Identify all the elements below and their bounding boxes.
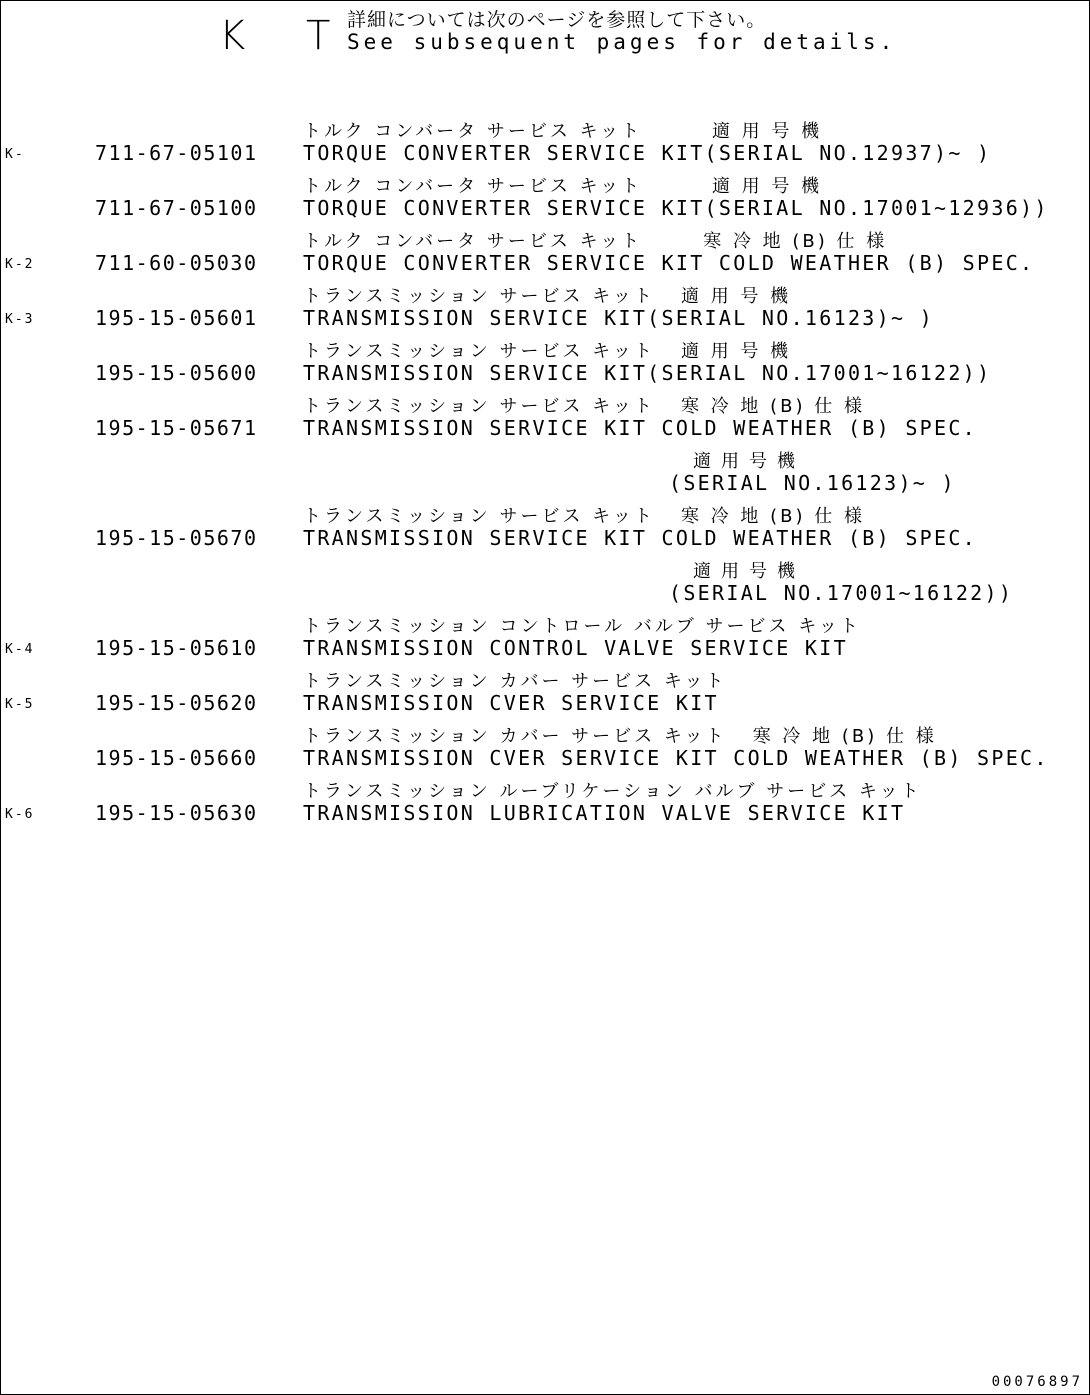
item-part-number[interactable]: 195-15-05660 <box>95 746 258 770</box>
item-ref: K-6 <box>5 807 35 822</box>
item-name-en: TRANSMISSION SERVICE KIT COLD WEATHER (B) SPEC. <box>303 526 978 550</box>
item-ref: K-4 <box>5 642 35 657</box>
note-english: See subsequent pages for details. <box>347 30 897 54</box>
item-serial-jp: 適用号機 <box>693 451 805 472</box>
item-part-number[interactable]: 711-67-05100 <box>95 196 258 220</box>
item-ref: K-3 <box>5 312 35 327</box>
item-part-number[interactable]: 195-15-05620 <box>95 691 258 715</box>
item-serial-jp: 適用号機 <box>693 561 805 582</box>
item-name-en: TRANSMISSION SERVICE KIT(SERIAL NO.16123)~ ) <box>303 306 935 330</box>
item-name-en: TORQUE CONVERTER SERVICE KIT(SERIAL NO.12937)~ ) <box>303 141 992 165</box>
item-name-en: TORQUE CONVERTER SERVICE KIT COLD WEATHER (B) SPEC. <box>303 251 1035 275</box>
section-code: K T <box>219 13 355 59</box>
item-part-number[interactable]: 711-60-05030 <box>95 251 258 275</box>
item-name-en: TRANSMISSION CVER SERVICE KIT COLD WEATHER (B) SPEC. <box>303 746 1049 770</box>
item-name-jp: トランスミッション サービス キット 適 用 号 機 <box>303 341 792 362</box>
item-part-number[interactable]: 711-67-05101 <box>95 141 258 165</box>
item-part-number[interactable]: 195-15-05600 <box>95 361 258 385</box>
item-ref: K- <box>5 147 25 162</box>
item-name-jp: トランスミッション カバー サービス キット <box>303 671 727 692</box>
item-name-jp: トランスミッション サービス キット 寒 冷 地 (B) 仕 様 <box>303 506 865 527</box>
document-number: 00076897 <box>991 1374 1083 1390</box>
item-part-number[interactable]: 195-15-05601 <box>95 306 258 330</box>
item-ref: K-5 <box>5 697 35 712</box>
item-part-number[interactable]: 195-15-05630 <box>95 801 258 825</box>
item-name-en: TORQUE CONVERTER SERVICE KIT(SERIAL NO.17001~12936)) <box>303 196 1049 220</box>
item-name-jp: トルク コンバータ サービス キット 適 用 号 機 <box>303 176 823 197</box>
item-name-en: TRANSMISSION SERVICE KIT(SERIAL NO.17001~16122)) <box>303 361 992 385</box>
note-japanese: 詳細については次のページを参照して下さい。 <box>347 9 767 31</box>
item-name-jp: トランスミッション ルーブリケーション バルブ サービス キット <box>303 781 922 802</box>
item-name-en: TRANSMISSION CONTROL VALVE SERVICE KIT <box>303 636 848 660</box>
item-serial-en: (SERIAL NO.16123)~ ) <box>669 471 956 495</box>
item-name-jp: トルク コンバータ サービス キット 寒 冷 地 (B) 仕 様 <box>303 231 888 252</box>
item-name-en: TRANSMISSION CVER SERVICE KIT <box>303 691 719 715</box>
item-name-jp: トランスミッション コントロール バルブ サービス キット <box>303 616 861 637</box>
item-part-number[interactable]: 195-15-05610 <box>95 636 258 660</box>
item-name-en: TRANSMISSION LUBRICATION VALVE SERVICE KIT <box>303 801 906 825</box>
item-name-jp: トルク コンバータ サービス キット 適 用 号 機 <box>303 121 823 142</box>
item-ref: K-2 <box>5 257 35 272</box>
item-name-jp: トランスミッション サービス キット 適 用 号 機 <box>303 286 792 307</box>
item-serial-en: (SERIAL NO.17001~16122)) <box>669 581 1014 605</box>
item-name-jp: トランスミッション カバー サービス キット 寒 冷 地 (B) 仕 様 <box>303 726 937 747</box>
item-name-jp: トランスミッション サービス キット 寒 冷 地 (B) 仕 様 <box>303 396 865 417</box>
item-part-number[interactable]: 195-15-05671 <box>95 416 258 440</box>
item-part-number[interactable]: 195-15-05670 <box>95 526 258 550</box>
item-name-en: TRANSMISSION SERVICE KIT COLD WEATHER (B) SPEC. <box>303 416 978 440</box>
